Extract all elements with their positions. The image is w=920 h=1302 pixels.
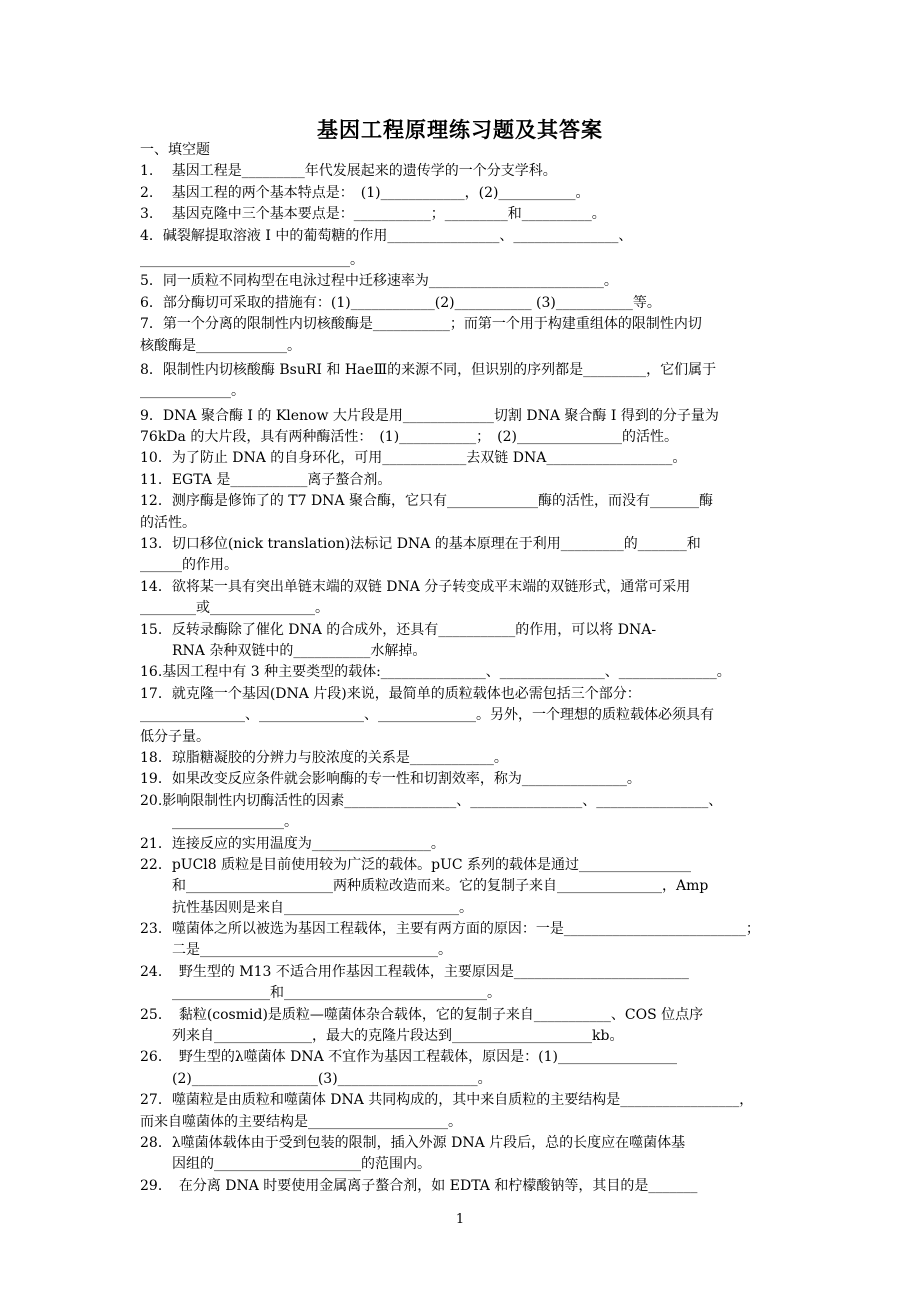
question-line: 21．连接反应的实用温度为_________________。 — [140, 835, 445, 852]
question-line: 9．DNA 聚合酶 I 的 Klenow 大片段是用_____________切割 DNA 聚合酶 I 得到的分子量为 — [140, 407, 719, 424]
question-line: 1. 基因工程是_________年代发展起来的遗传学的一个分支学科。 — [140, 163, 557, 180]
question-line: _______________、_______________、______________。另外，一个理想的质粒载体必须具有 — [140, 707, 714, 724]
question-list — [140, 140, 790, 1197]
question-line: 5．同一质粒不同构型在电泳过程中迁移速率为_________________________。 — [140, 273, 618, 290]
question-line: 低分子量。 — [140, 728, 210, 745]
question-line: (2)__________________(3)____________________。 — [172, 1070, 492, 1087]
question-line: 14．欲将某一具有突出单链末端的双链 DNA 分子转变成平末端的双链形式，通常可采用 — [140, 578, 691, 595]
question-line: 27．噬菌粒是由质粒和噬菌体 DNA 共同构成的，其中来自质粒的主要结构是_________________， — [140, 1092, 754, 1109]
question-line: 24． 野生型的 M13 不适合用作基因工程载体，主要原因是_________________________ — [140, 963, 689, 980]
section-heading: 一、填空题 — [140, 142, 210, 158]
question-line: 2. 基因工程的两个基本特点是： (1)____________，(2)___________。 — [140, 184, 590, 201]
question-line: 的活性。 — [140, 514, 196, 531]
question-line: 列来自______________，最大的克隆片段达到____________________kb。 — [172, 1028, 624, 1045]
question-line: 29． 在分离 DNA 时要使用金属离子螯合剂，如 EDTA 和柠檬酸钠等，其目的是_______ — [140, 1177, 698, 1194]
page-number: 1 — [455, 1212, 465, 1227]
question-line: 因组的_____________________的范围内。 — [172, 1156, 431, 1173]
question-line: 11．EGTA 是___________离子螯合剂。 — [140, 471, 392, 488]
question-line: 19．如果改变反应条件就会影响酶的专一性和切割效率，称为_______________。 — [140, 771, 641, 788]
question-line: ______________和_____________________________。 — [172, 985, 501, 1002]
question-line: 28．λ噬菌体载体由于受到包装的限制，插入外源 DNA 片段后，总的长度应在噬菌体基 — [140, 1134, 686, 1151]
question-line: 6．部分酶切可采取的措施有：(1)____________(2)___________ (3)___________等。 — [140, 294, 661, 311]
question-line: 4．碱裂解提取溶液 I 中的葡萄糖的作用________________、_______________、 — [140, 227, 633, 244]
question-line: 13．切口移位(nick translation)法标记 DNA 的基本原理在于利用_________的_______和 — [140, 536, 701, 553]
question-line: 16.基因工程中有 3 种主要类型的载体:_______________、_______________、______________。 — [140, 664, 731, 681]
page-title: 基因工程原理练习题及其答案 — [317, 118, 603, 142]
question-line: 3. 基因克隆中三个基本要点是：___________；_________和__________。 — [140, 206, 606, 223]
question-line: 22．pUCl8 质粒是目前使用较为广泛的载体。pUC 系列的载体是通过________________ — [140, 856, 692, 873]
question-line: 8．限制性内切核酸酶 BsuRI 和 HaeⅢ的来源不同，但识别的序列都是_________，它们属于 — [140, 361, 717, 378]
question-line: ______________________________。 — [140, 251, 364, 268]
question-line: _____________。 — [140, 383, 245, 400]
question-line: 和_____________________两种质粒改造而来。它的复制子来自_______________，Amp — [172, 878, 709, 895]
question-line: 26． 野生型的λ噬菌体 DNA 不宜作为基因工程载体，原因是：(1)_________________ — [140, 1049, 678, 1066]
question-line: 18．琼脂糖凝胶的分辨力与胶浓度的关系是____________。 — [140, 749, 508, 766]
question-line: 7．第一个分离的限制性内切核酸酶是___________；而第一个用于构建重组体的限制性内切 — [140, 316, 702, 333]
question-line: 76kDa 的大片段，具有两种酶活性： (1)___________； (2)_______________的活性。 — [140, 429, 678, 446]
question-line: RNA 杂种双链中的___________水解掉。 — [172, 642, 427, 659]
question-line: ______的作用。 — [140, 557, 238, 574]
question-line: 10．为了防止 DNA 的自身环化，可用____________去双链 DNA__________________。 — [140, 450, 687, 467]
question-line: 二是__________________________________。 — [172, 942, 452, 959]
question-line: 12．测序酶是修饰了的 T7 DNA 聚合酶，它只有_____________酶的活性，而没有_______酶 — [140, 493, 713, 510]
question-line: 17．就克隆一个基因(DNA 片段)来说，最简单的质粒载体也必需包括三个部分： — [140, 685, 641, 702]
question-line: 23．噬菌体之所以被选为基因工程载体，主要有两方面的原因：一是__________________________； — [140, 921, 760, 938]
question-line: ________或_______________。 — [140, 600, 329, 617]
question-line: ________________。 — [172, 814, 298, 831]
question-line: 20.影响限制性内切酶活性的因素________________、________________、________________、 — [140, 792, 723, 809]
question-line: 而来自噬菌体的主要结构是____________________。 — [140, 1113, 462, 1130]
question-line: 抗性基因则是来自_________________________。 — [172, 899, 473, 916]
question-line: 15．反转录酶除了催化 DNA 的合成外，还具有___________的作用，可以将 DNA- — [140, 621, 657, 638]
question-line: 25． 黏粒(cosmid)是质粒—噬菌体杂合载体，它的复制子来自___________、COS 位点序 — [140, 1006, 704, 1023]
question-line: 核酸酶是_____________。 — [140, 337, 301, 354]
